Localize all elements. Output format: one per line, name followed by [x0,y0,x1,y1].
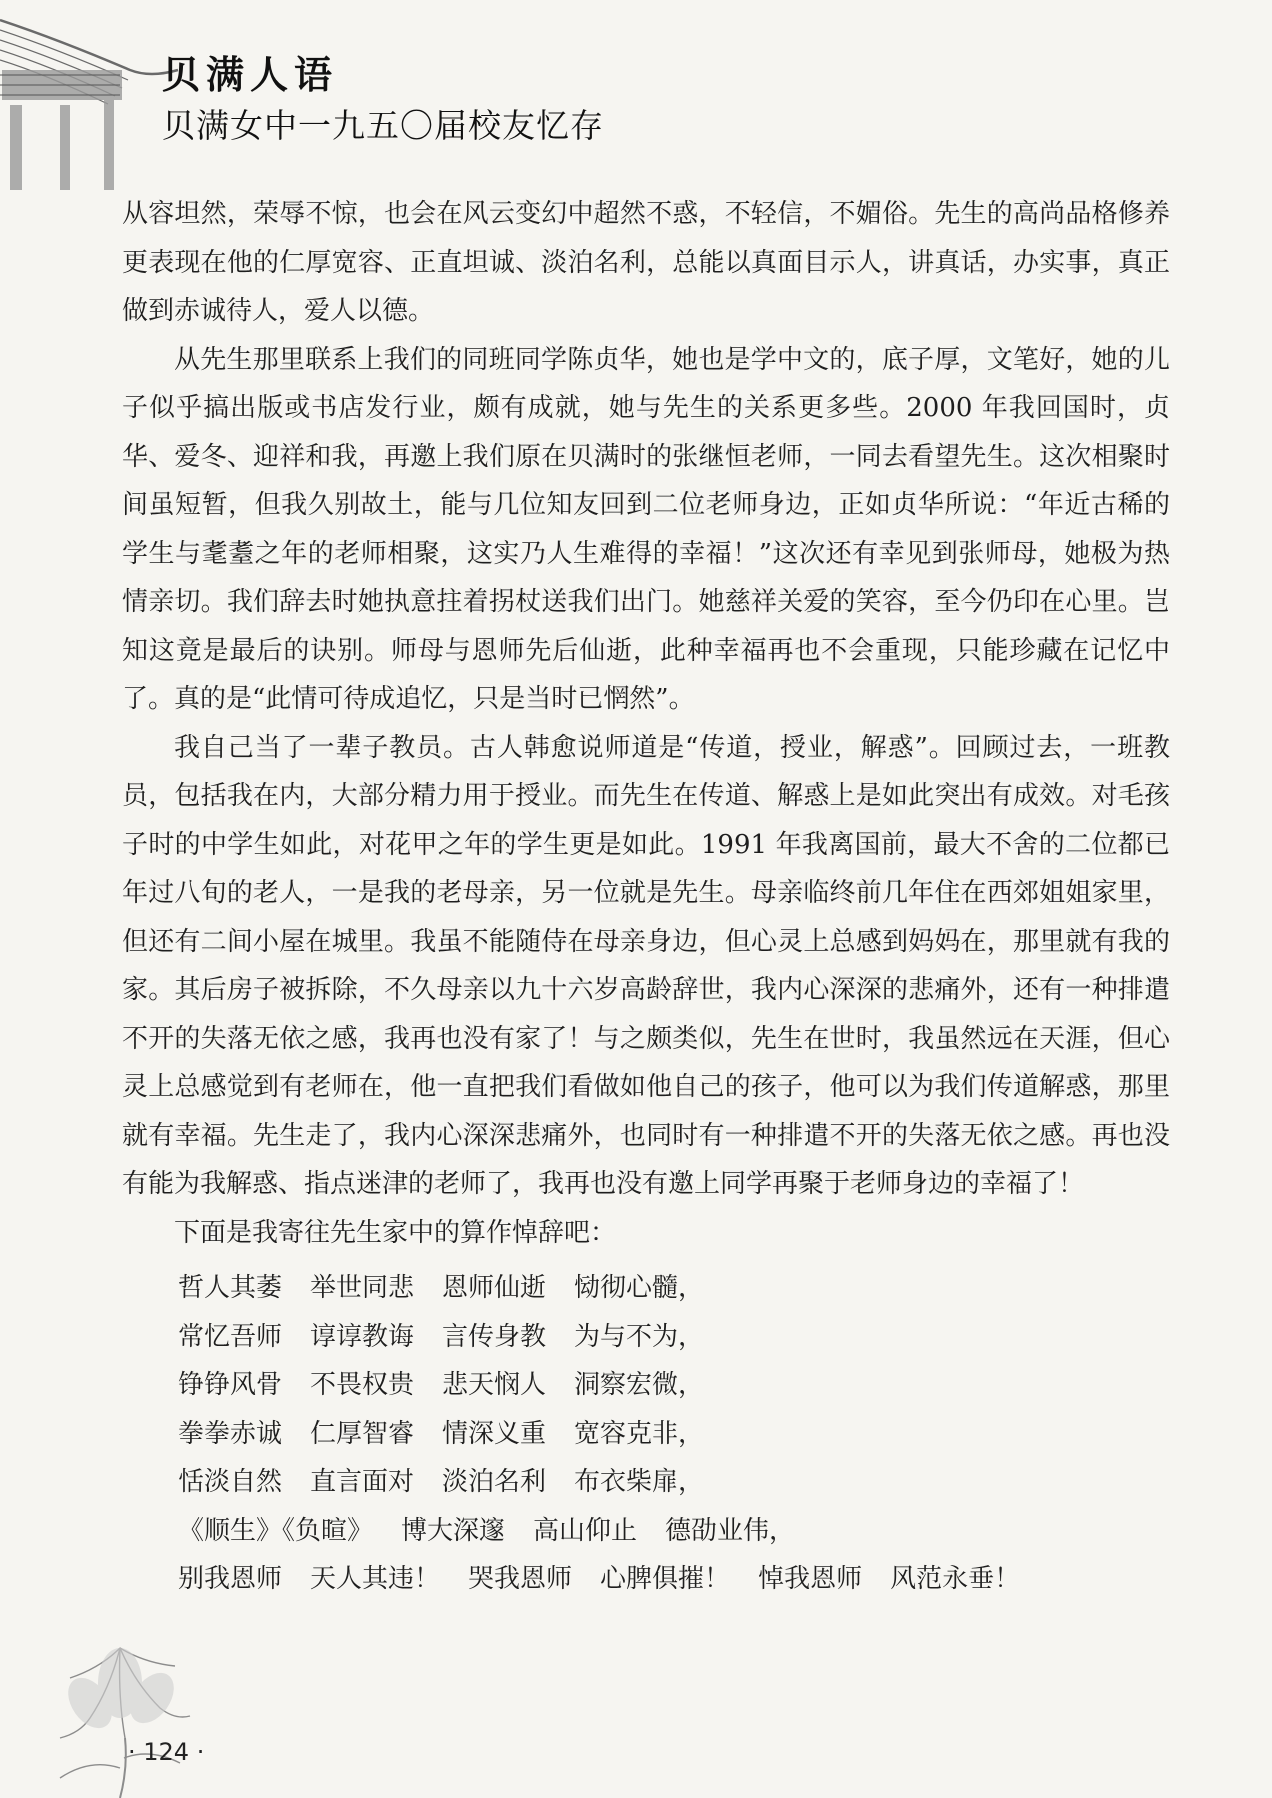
poem-phrase: 恬淡自然 [178,1467,283,1497]
poem-phrase: 别我恩师 [178,1564,283,1594]
poem-phrase: 悼我恩师 [758,1564,863,1594]
poem-line [178,1555,1178,1604]
poem-line [178,1507,1178,1556]
paragraph: 从容坦然，荣辱不惊，也会在风云变幻中超然不惑，不轻信，不媚俗。先生的高尚品格修养更表现在他的仁厚宽容、正直坦诚、淡泊名利，总能以真面目示人，讲真话，办实事，真正做到赤诚待人，爱人以德。 [122,199,1170,326]
poem-phrase: 恸彻心髓， [574,1273,705,1303]
poem-phrase: 铮铮风骨 [178,1370,283,1400]
paragraph: 我自己当了一辈子教员。古人韩愈说师道是“传道，授业，解惑”。回顾过去，一班教员，包括我在内，大部分精力用于授业。而先生在传道、解惑上是如此突出有成效。对毛孩子时的中学生如此，对花甲之年的学生更是如此。1991 年我离国前，最大不舍的二位都已年过八旬的老人，一是我的老母亲，另一位就是先生。母亲临终前几年住在西郊姐姐家里，但还有二间小屋在城里。我虽不能随侍在母亲身边，但心灵上总感到妈妈在，那里就有我的家。其后房子被拆除，不久母亲以九十六岁高龄辞世，我内心深深的悲痛外，还有一种排遣不开的失落无依之感，我再也没有家了！与之颇类似，先生在世时，我虽然远在天涯，但心灵上总感觉到有老师在，他一直把我们看做如他自己的孩子，他可以为我们传道解惑，那里就有幸福。先生走了，我内心深深悲痛外，也同时有一种排遣不开的失落无依之感。再也没有能为我解惑、指点迷津的老师了，我再也没有邀上同学再聚于老师身边的幸福了！ [122,732,1170,1199]
poem-phrase: 洞察宏微， [574,1370,705,1400]
poem-line [178,1458,1178,1507]
page-number: · 124 · [128,1738,205,1766]
poem-phrase: 博大深邃 [401,1515,506,1546]
poem-phrase: 为与不为， [574,1321,705,1352]
poem-line [178,1313,1178,1362]
poem-phrase: 拳拳赤诚 [178,1418,283,1449]
poem-phrase: 哲人其萎 [178,1273,283,1303]
poem-phrase: 不畏权贵 [310,1370,415,1400]
pavilion-roof-illustration [0,0,180,190]
body-text [122,190,1170,1257]
poem-phrase: 恩师仙逝 [442,1273,547,1303]
book-title: 贝满女中一九五〇届校友忆存 [162,106,604,145]
poem-line [178,1361,1178,1410]
poem-line [178,1264,1178,1313]
lily-flower-illustration [20,1608,220,1798]
poem-line [178,1410,1178,1459]
poem-phrase: 天人其违！ [310,1564,441,1594]
paragraph: 从先生那里联系上我们的同班同学陈贞华，她也是学中文的，底子厚，文笔好，她的儿子似乎搞出版或书店发行业，颇有成就，她与先生的关系更多些。2000 年我回国时，贞华、爱冬、迎祥和我，再邀上我们原在贝满时的张继恒老师，一同去看望先生。这次相聚时间虽短暂，但我久别故土，能与几位知友回到二位老师身边，正如贞华所说：“年近古稀的学生与耄耋之年的老师相聚，这实乃人生难得的幸福！”这次还有幸见到张师母，她极为热情亲切。我们辞去时她执意拄着拐杖送我们出门。她慈祥关爱的笑容，至今仍印在心里。岂知这竟是最后的诀别。师母与恩师先后仙逝，此种幸福再也不会重现，只能珍藏在记忆中了。真的是“此情可待成追忆，只是当时已惘然”。 [122,344,1170,714]
paragraph: 下面是我寄往先生家中的算作悼辞吧： [174,1217,617,1248]
poem-phrase: 德劭业伟， [665,1515,796,1546]
poem-phrase: 悲天悯人 [442,1370,547,1400]
series-title: 贝满人语 [162,53,339,97]
poem-phrase: 谆谆教诲 [310,1321,415,1352]
poem-phrase: 《顺生》《负暄》 [178,1515,374,1546]
poem-phrase: 高山仰止 [533,1515,638,1546]
poem-phrase: 直言面对 [310,1467,415,1497]
poem-phrase: 淡泊名利 [442,1467,547,1497]
poem-phrase: 布衣柴扉， [574,1467,705,1497]
poem-phrase: 仁厚智睿 [310,1418,415,1449]
poem-phrase: 心脾俱摧！ [600,1564,731,1594]
poem-phrase: 举世同悲 [310,1273,415,1303]
poem-phrase: 宽容克非， [574,1418,705,1449]
poem-phrase: 风范永垂！ [890,1564,1021,1594]
poem-phrase: 常忆吾师 [178,1321,283,1352]
poem-phrase: 哭我恩师 [468,1564,573,1594]
elegy-poem [178,1264,1178,1604]
poem-phrase: 情深义重 [442,1418,547,1449]
poem-phrase: 言传身教 [442,1321,547,1352]
